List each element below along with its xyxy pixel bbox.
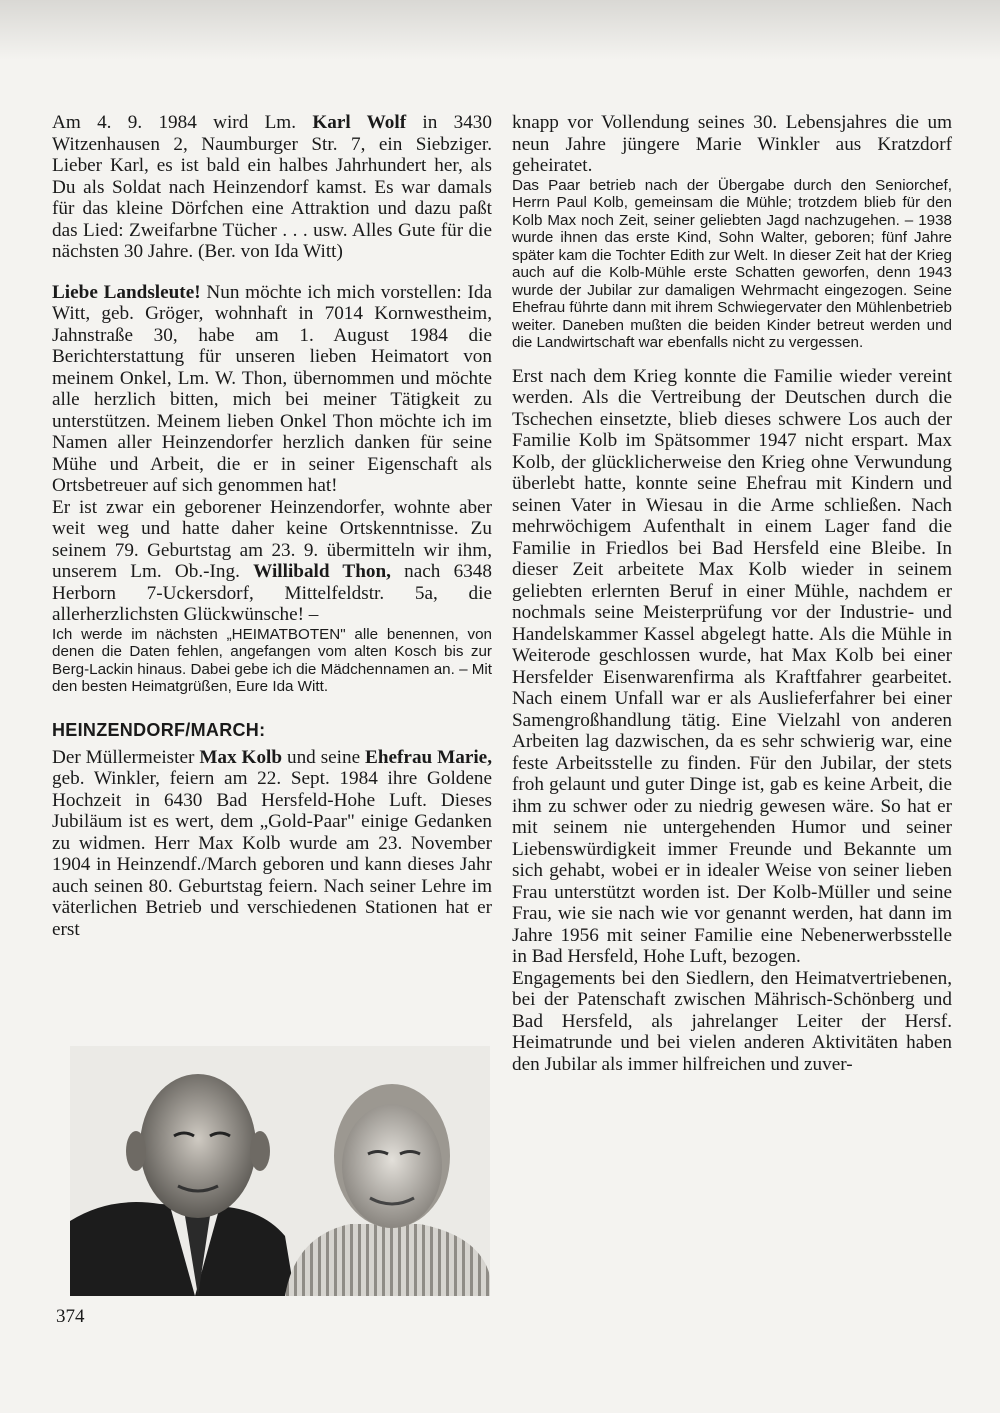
- text-span: in 3430 Witzenhausen 2, Naumburger Str. 7, ein Siebziger. Lieber Karl, es ist bald ein halbes Jahrhundert her, als Du als Soldat nach Heinzendorf kamst. Es war damals für das kleine Dörfchen eine Attraktion und dazu paßt das Lied: Zweifarbne Tücher . . . usw. Alles Gute für die nächsten 30 Jahre. (Ber. von Ida Witt): [52, 112, 492, 262]
- couple-photo-illustration: [70, 1046, 490, 1296]
- text-span: Er ist zwar ein geborener Heinzendorfer, wohnte aber weit weg und hatte daher keine Ortskenntnisse. Zu seinem 79. Geburtstag am 23. 9. übermitteln wir ihm, unserem Lm. Ob.-Ing.: [52, 496, 492, 582]
- birthday-note-willibald-thon: [52, 497, 492, 626]
- text-span: und seine: [282, 746, 366, 768]
- couple-photo: [70, 1046, 490, 1296]
- section-heading: HEINZENDORF/MARCH:: [52, 719, 266, 740]
- text-span: Am 4. 9. 1984 wird Lm.: [52, 112, 313, 133]
- greeting-bold: Liebe Landsleute!: [52, 281, 201, 303]
- golden-wedding-intro: [52, 747, 492, 941]
- right-column: [512, 112, 952, 1075]
- heimatbote-note: Ich werde im nächsten „HEIMATBOTEN" alle benennen, von denen die Daten fehlen, angefangen vom alten Kosch bis zur Berg-Lackin hinaus. Dabei gebe ich die Mädchennamen an. – Mit den besten Heimatgrüßen, Eure Ida Witt.: [52, 625, 492, 695]
- text-span: nach 6348 Herborn 7-Uckersdorf, Mittelfeldstr. 5a, die allerherzlichsten Glückwünsche! –: [52, 561, 492, 625]
- birthday-note-karl-wolf: [52, 112, 492, 263]
- page-number: 374: [56, 1306, 85, 1327]
- person-name: Max Kolb: [199, 746, 283, 768]
- text-span: Nun möchte ich mich vorstellen: Ida Witt, geb. Gröger, wohnhaft in 7014 Kornwestheim, Jahnstraße 30, habe am 1. August 1984 die Berichterstattung für unseren lieben Heimatort von meinem Onkel, Lm. W. Thon, übernommen und möchte alle herzlich bitten, mich bei meiner Tätigkeit zu unterstützen. Meinem lieben Onkel Thon möchte ich im Namen aller Heinzendorfer herzlich danken für seine Mühe und Arbeit, die er in seiner Eigenschaft als Ortsbetreuer auf sich genommen hat!: [52, 281, 492, 496]
- person-name: Karl Wolf: [312, 112, 407, 133]
- person-name: Ehefrau Marie,: [365, 746, 492, 768]
- person-name: Willibald Thon,: [253, 561, 391, 582]
- engagement-paragraph: Engagements bei den Siedlern, den Heimatvertriebenen, bei der Patenschaft zwischen Mährisch-Schönberg und Bad Hersfeld, als jahrelanger Leiter der Hersf. Heimatrunde und bei vielen anderen Aktivitäten haben den Jubilar als immer hilfreichen und zuver-: [512, 967, 952, 1075]
- left-column: [52, 112, 492, 940]
- text-span: geb. Winkler, feiern am 22. Sept. 1984 ihre Goldene Hochzeit in 6430 Bad Hersfeld-Hohe Luft. Dieses Jubiläum ist es wert, dem „Gold-Paar" einige Gedanken zu widmen. Herr Max Kolb wurde am 23. November 1904 in Heinzendf./March geboren und kann dieses Jahr auch seinen 80. Geburtstag feiern. Nach seiner Lehre im väterlichen Betrieb und verschiedenen Stationen hat er erst: [52, 768, 492, 940]
- mill-history-paragraph: Das Paar betrieb nach der Übergabe durch den Seniorchef, Herrn Paul Kolb, gemeinsam die Mühle; trotzdem blieb für den Kolb Max noch Zeit, seiner geliebten Jagd nachzugehen. – 1938 wurde ihnen das erste Kind, Sohn Walter, geboren; fünf Jahre später kam die Tochter Edith zur Welt. In dieser Zeit hat der Krieg auch auf die Kolb-Mühle erste Schatten geworfen, denn 1943 wurde der Jubilar zur damaligen Wehrmacht eingezogen. Seine Ehefrau führte dann mit ihrem Schwiegervater den Mühlenbetrieb weiter. Daneben mußten die beiden Kinder betreut werden und die Landwirtschaft war ebenfalls nicht zu vergessen.: [512, 176, 952, 351]
- text-span: Der Müllermeister: [52, 746, 200, 768]
- page-top-shade: [0, 0, 1000, 60]
- introduction-paragraph: [52, 282, 492, 497]
- postwar-paragraph: Erst nach dem Krieg konnte die Familie wieder vereint werden. Als die Vertreibung der Deutschen durch die Tschechen einsetzte, blieb dieses schwere Los auch der Familie Kolb im Spätsommer 1947 nicht erspart. Max Kolb, der glücklicherweise den Krieg ohne Verwundung überlebt hatte, konnte seine Ehefrau mit Kindern und seinen Vater in Wiesau in die Arme schließen. Nach mehrwöchigem Aufenthalt in einem Lager fand die Familie in Friedlos bei Bad Hersfeld eine Bleibe. In dieser Zeit arbeitete Max Kolb wieder in seinem geliebten erlernten Beruf in einer Mühle, nachdem er nochmals seine Meisterprüfung vor der Industrie- und Handelskammer Kassel abgelegt hatte. Als die Mühle in Weiterode geschlossen wurde, hat Max Kolb bei einer Hersfelder Eisenwarenfirma als Kraftfahrer gearbeitet. Nach einem Unfall war er als Auslieferfahrer bei einer Samengroßhandlung tätig. Eine Vielzahl von anderen Arbeiten lag dazwischen, da es sehr schwierig war, eine feste Arbeitsstelle zu finden. Für den Jubilar, der stets froh gelaunt und guter Dinge ist, gab es keine Arbeit, die ihm zu schwer oder zu niedrig gewesen wäre. So hat er mit seinem nie untergehenden Humor und seiner Liebenswürdigkeit immer Freunde und Bekannte um sich gehabt, wobei er in idealer Weise von seiner lieben Frau unterstützt worden ist. Der Kolb-Müller und seine Frau, wie sie nach wie vor genannt werden, hat dann im Jahre 1956 mit seiner Familie eine Nebenerwerbsstelle in Bad Hersfeld, Hohe Luft, bezogen.: [512, 365, 952, 967]
- wedding-paragraph: knapp vor Vollendung seines 30. Lebensjahres die um neun Jahre jüngere Marie Winkler aus Kratzdorf geheiratet.: [512, 112, 952, 176]
